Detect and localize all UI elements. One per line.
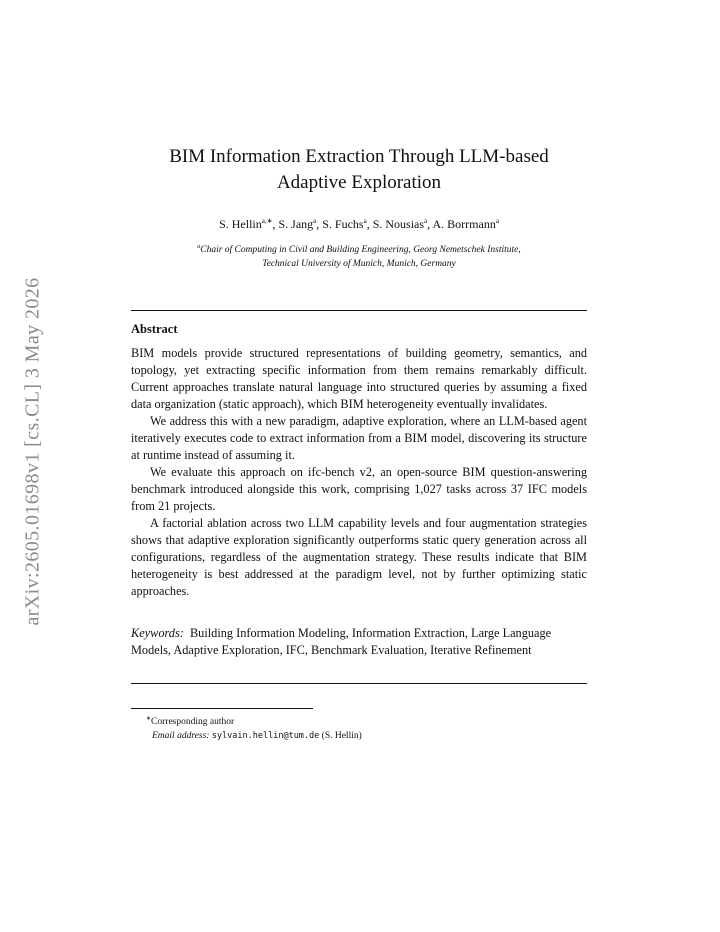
footnote-rule bbox=[131, 708, 313, 709]
footnote bbox=[146, 712, 362, 743]
keywords-label: Keywords: bbox=[131, 626, 184, 640]
abstract-paragraph: We evaluate this approach on ifc-bench v2, an open-source BIM question-answering benchmark introduced alongside this work, comprising 1,027 tasks across 37 IFC models from 21 projects. bbox=[131, 465, 587, 513]
email-address[interactable]: sylvain.hellin@tum.de bbox=[211, 731, 320, 741]
email-label: Email address: bbox=[152, 731, 210, 741]
keywords bbox=[131, 625, 587, 659]
bottom-divider bbox=[131, 683, 587, 684]
footnote-email-line bbox=[152, 729, 362, 743]
top-divider bbox=[131, 310, 587, 311]
abstract-body bbox=[131, 345, 587, 600]
arxiv-side-stamp bbox=[15, 260, 51, 642]
title-line-1: BIM Information Extraction Through LLM-based bbox=[169, 146, 549, 167]
abstract-paragraph: A factorial ablation across two LLM capability levels and four augmentation strategies shows that adaptive exploration significantly outperforms static query generation across all configurations, regardless of the augmentation strategy. These results indicate that BIM heterogeneity is best addressed at the paradigm level, not by further optimizing static approaches. bbox=[131, 516, 587, 598]
affiliation-line-2: Technical University of Munich, Munich, Germany bbox=[262, 259, 456, 269]
arxiv-identifier: arXiv:2605.01698v1 [cs.CL] 3 May 2026 bbox=[21, 276, 44, 626]
author: S. Hellin$^{a,∗}$, bbox=[219, 217, 279, 231]
affiliation-line-1: Chair of Computing in Civil and Building Engineering, Georg Nemetschek Institute, bbox=[200, 245, 521, 255]
paper-title bbox=[131, 144, 587, 196]
affiliation: $^a$Chair of Computing in Civil and Building Engineering, Georg Nemetschek Institute, Technical University of Munich, Munich, Germany bbox=[197, 244, 521, 269]
author-list bbox=[131, 213, 587, 232]
author: A. Borrmann$^a$ bbox=[432, 217, 499, 231]
abstract-paragraph: BIM models provide structured representations of building geometry, semantics, and topology, yet extracting specific information from them remains remarkably difficult. Current approaches translate natural language into structured queries by assuming a fixed data organization (static approach), which BIM heterogeneity eventually invalidates. bbox=[131, 346, 587, 411]
email-owner: (S. Hellin) bbox=[321, 731, 362, 741]
footnote-corresponding: ∗Corresponding author bbox=[146, 716, 235, 727]
keywords-text: Building Information Modeling, Information Extraction, Large Language Models, Adaptive Exploration, IFC, Benchmark Evaluation, Iterative Refinement bbox=[131, 626, 552, 657]
author: S. Nousias$^a$, bbox=[372, 217, 433, 231]
abstract-heading: Abstract bbox=[131, 322, 178, 336]
abstract-paragraph: We address this with a new paradigm, adaptive exploration, where an LLM-based agent iteratively executes code to extract information from a BIM model, discovering its structure at runtime instead of assuming it. bbox=[131, 414, 587, 462]
author: S. Fuchs$^a$, bbox=[322, 217, 373, 231]
title-line-2: Adaptive Exploration bbox=[276, 172, 442, 193]
author: S. Jang$^a$, bbox=[278, 217, 323, 231]
